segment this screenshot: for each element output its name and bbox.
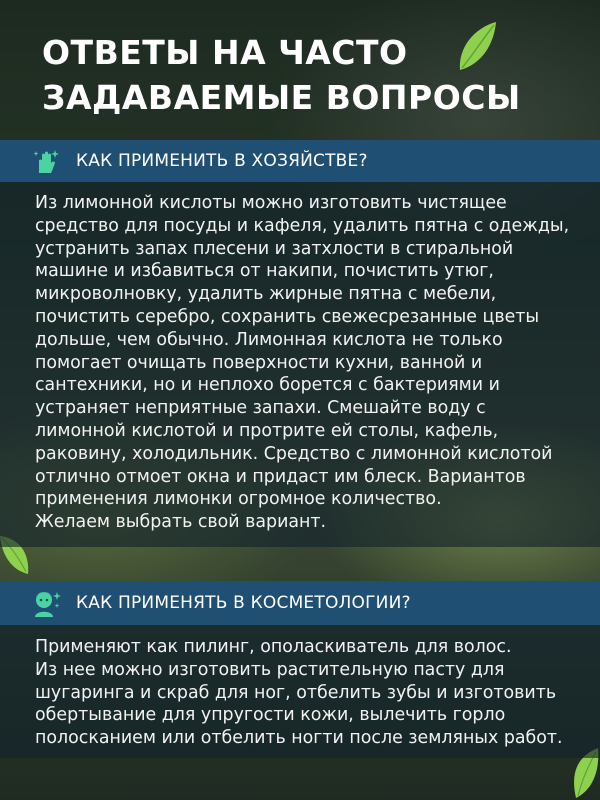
section-cosmetology-header xyxy=(0,581,600,625)
section-household-body: Из лимонной кислоты можно изготовить чистящее средство для посуды и кафеля, удалить пятна с одежды, устранить запах плесени и затхлости в стиральной машине и избавиться от накипи, почистить утюг, микроволновку, удалить жирные пятна с мебели, почистить серебро, сохранить свежесрезанные цветы дольше, чем обычно. Лимонная кислота не только помогает очищать поверхности кухни, ванной и сантехники, но и неплохо борется с бактериями и устраняет неприятные запахи. Смешайте воду с лимонной кислотой и протрите ей столы, кафель, раковину, холодильник. Средство с лимонной кислотой отлично отмоет окна и придаст им блеск. Вариантов применения лимонки огромное количество. Желаем выбрать свой вариант. xyxy=(35,193,570,533)
section-household-heading: КАК ПРИМЕНИТЬ В ХОЗЯЙСТВЕ? xyxy=(76,151,368,171)
hand-sparkle-icon xyxy=(32,146,62,176)
section-cosmetology-heading: КАК ПРИМЕНЯТЬ В КОСМЕТОЛОГИИ? xyxy=(76,593,411,613)
section-household-header xyxy=(0,140,600,182)
page-title-line-1: ОТВЕТЫ НА ЧАСТО xyxy=(42,33,408,72)
section-cosmetology-body: Применяют как пилинг, ополаскиватель для волос. Из нее можно изготовить растительную пасту для шугаринга и скраб для ног, отбелить зубы и изготовить обертывание для упругости кожи, вылечить горло полосканием или отбелить ногти после земляных работ. xyxy=(35,637,563,749)
page-title-line-2: ЗАДАВАЕМЫЕ ВОПРОСЫ xyxy=(42,78,521,117)
face-mask-sparkle-icon xyxy=(32,588,62,618)
page-title xyxy=(42,30,521,120)
